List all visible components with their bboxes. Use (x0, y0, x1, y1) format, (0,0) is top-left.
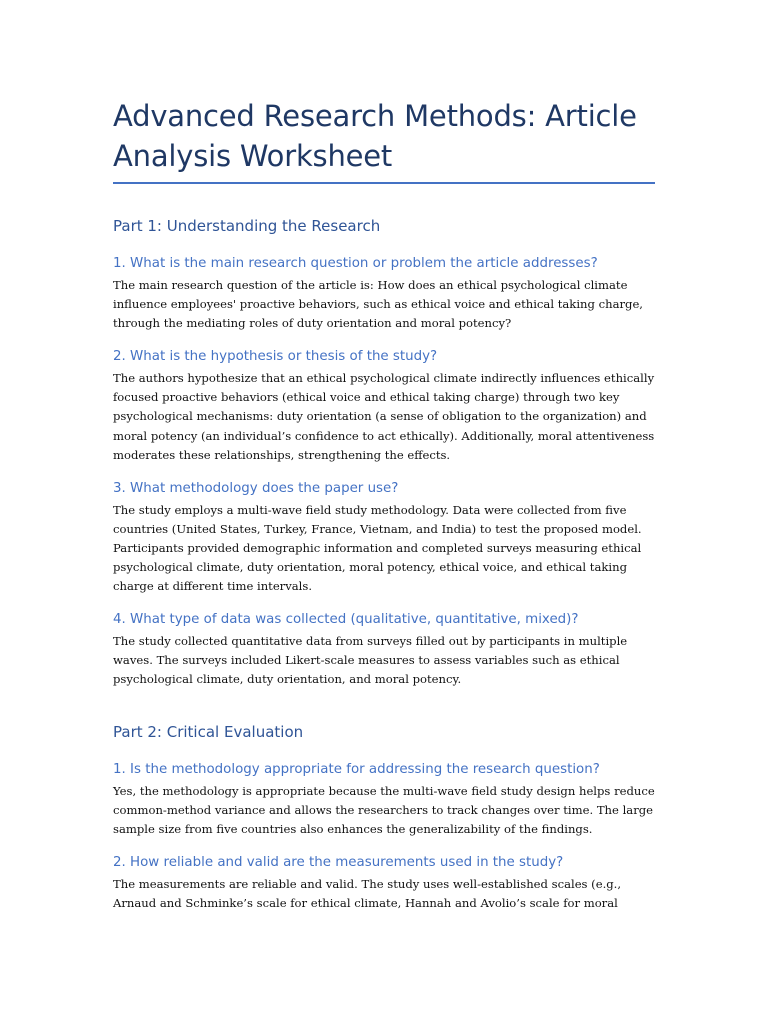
part1-question-3-heading: 3. What methodology does the paper use? (113, 480, 399, 496)
part2-question-1-answer (113, 782, 658, 839)
document-page (113, 0, 658, 913)
answer-line: psychological mechanisms: duty orientation (a sense of obligation to the organization) and (113, 409, 647, 424)
part1-question-2-answer (113, 369, 658, 464)
answer-line: waves. The surveys included Likert-scale measures to assess variables such as ethical (113, 653, 620, 668)
part2-question-1-heading: 1. Is the methodology appropriate for addressing the research question? (113, 761, 600, 777)
part2-question-2-heading: 2. How reliable and valid are the measurements used in the study? (113, 854, 564, 870)
part1-question-4-heading: 4. What type of data was collected (qualitative, quantitative, mixed)? (113, 612, 579, 628)
answer-line: moderates these relationships, strengthening the effects. (113, 447, 451, 462)
answer-line: Yes, the methodology is appropriate because the multi-wave field study design helps reduce (113, 783, 655, 798)
part1-question-3-answer (113, 501, 658, 596)
part1-question-1-heading: 1. What is the main research question or problem the article addresses? (113, 256, 598, 271)
answer-line: countries (United States, Turkey, France, Vietnam, and India) to test the proposed model. (113, 521, 642, 536)
answer-line: The authors hypothesize that an ethical psychological climate indirectly influences ethically (113, 371, 655, 386)
part1-question-4-answer (113, 632, 658, 689)
answer-line: The main research question of the article is: How does an ethical psychological climate (113, 278, 628, 292)
document-title (113, 96, 658, 176)
answer-line: Participants provided demographic information and completed surveys measuring ethical (113, 540, 642, 555)
answer-line: The measurements are reliable and valid. The study uses well-established scales (e.g., (113, 876, 622, 891)
answer-line: common-method variance and allows the researchers to track changes over time. The large (113, 802, 654, 817)
title-line-2: Analysis Worksheet (113, 139, 393, 173)
answer-line: psychological climate, duty orientation, and moral potency. (113, 672, 462, 687)
answer-line: Arnaud and Schminke’s scale for ethical climate, Hannah and Avolio’s scale for moral (113, 895, 618, 910)
answer-line: focused proactive behaviors (ethical voice and ethical taking charge) through two key (113, 390, 620, 405)
answer-line: psychological climate, duty orientation, moral potency, ethical voice, and ethical taking (113, 560, 627, 575)
answer-line: The study employs a multi-wave field study methodology. Data were collected from five (113, 502, 627, 517)
answer-line: moral potency (an individual’s confidence to act ethically). Additionally, moral attentiveness (113, 428, 655, 443)
answer-line: through the mediating roles of duty orientation and moral potency? (113, 316, 512, 331)
title-line-1: Advanced Research Methods: Article (113, 99, 637, 133)
title-underline (113, 182, 655, 184)
part1-question-1-answer (113, 276, 658, 333)
answer-line: influence employees' proactive behaviors, such as ethical voice and ethical taking charge, (113, 297, 643, 312)
part1-question-2-heading: 2. What is the hypothesis or thesis of the study? (113, 349, 438, 365)
answer-line: charge at different time intervals. (113, 579, 313, 594)
part-1-heading: Part 1: Understanding the Research (113, 217, 381, 235)
part2-question-2-answer (113, 875, 658, 913)
part-2-heading: Part 2: Critical Evaluation (113, 722, 304, 741)
answer-line: The study collected quantitative data from surveys filled out by participants in multiple (113, 634, 628, 649)
answer-line: sample size from five countries also enhances the generalizability of the findings. (113, 821, 593, 836)
